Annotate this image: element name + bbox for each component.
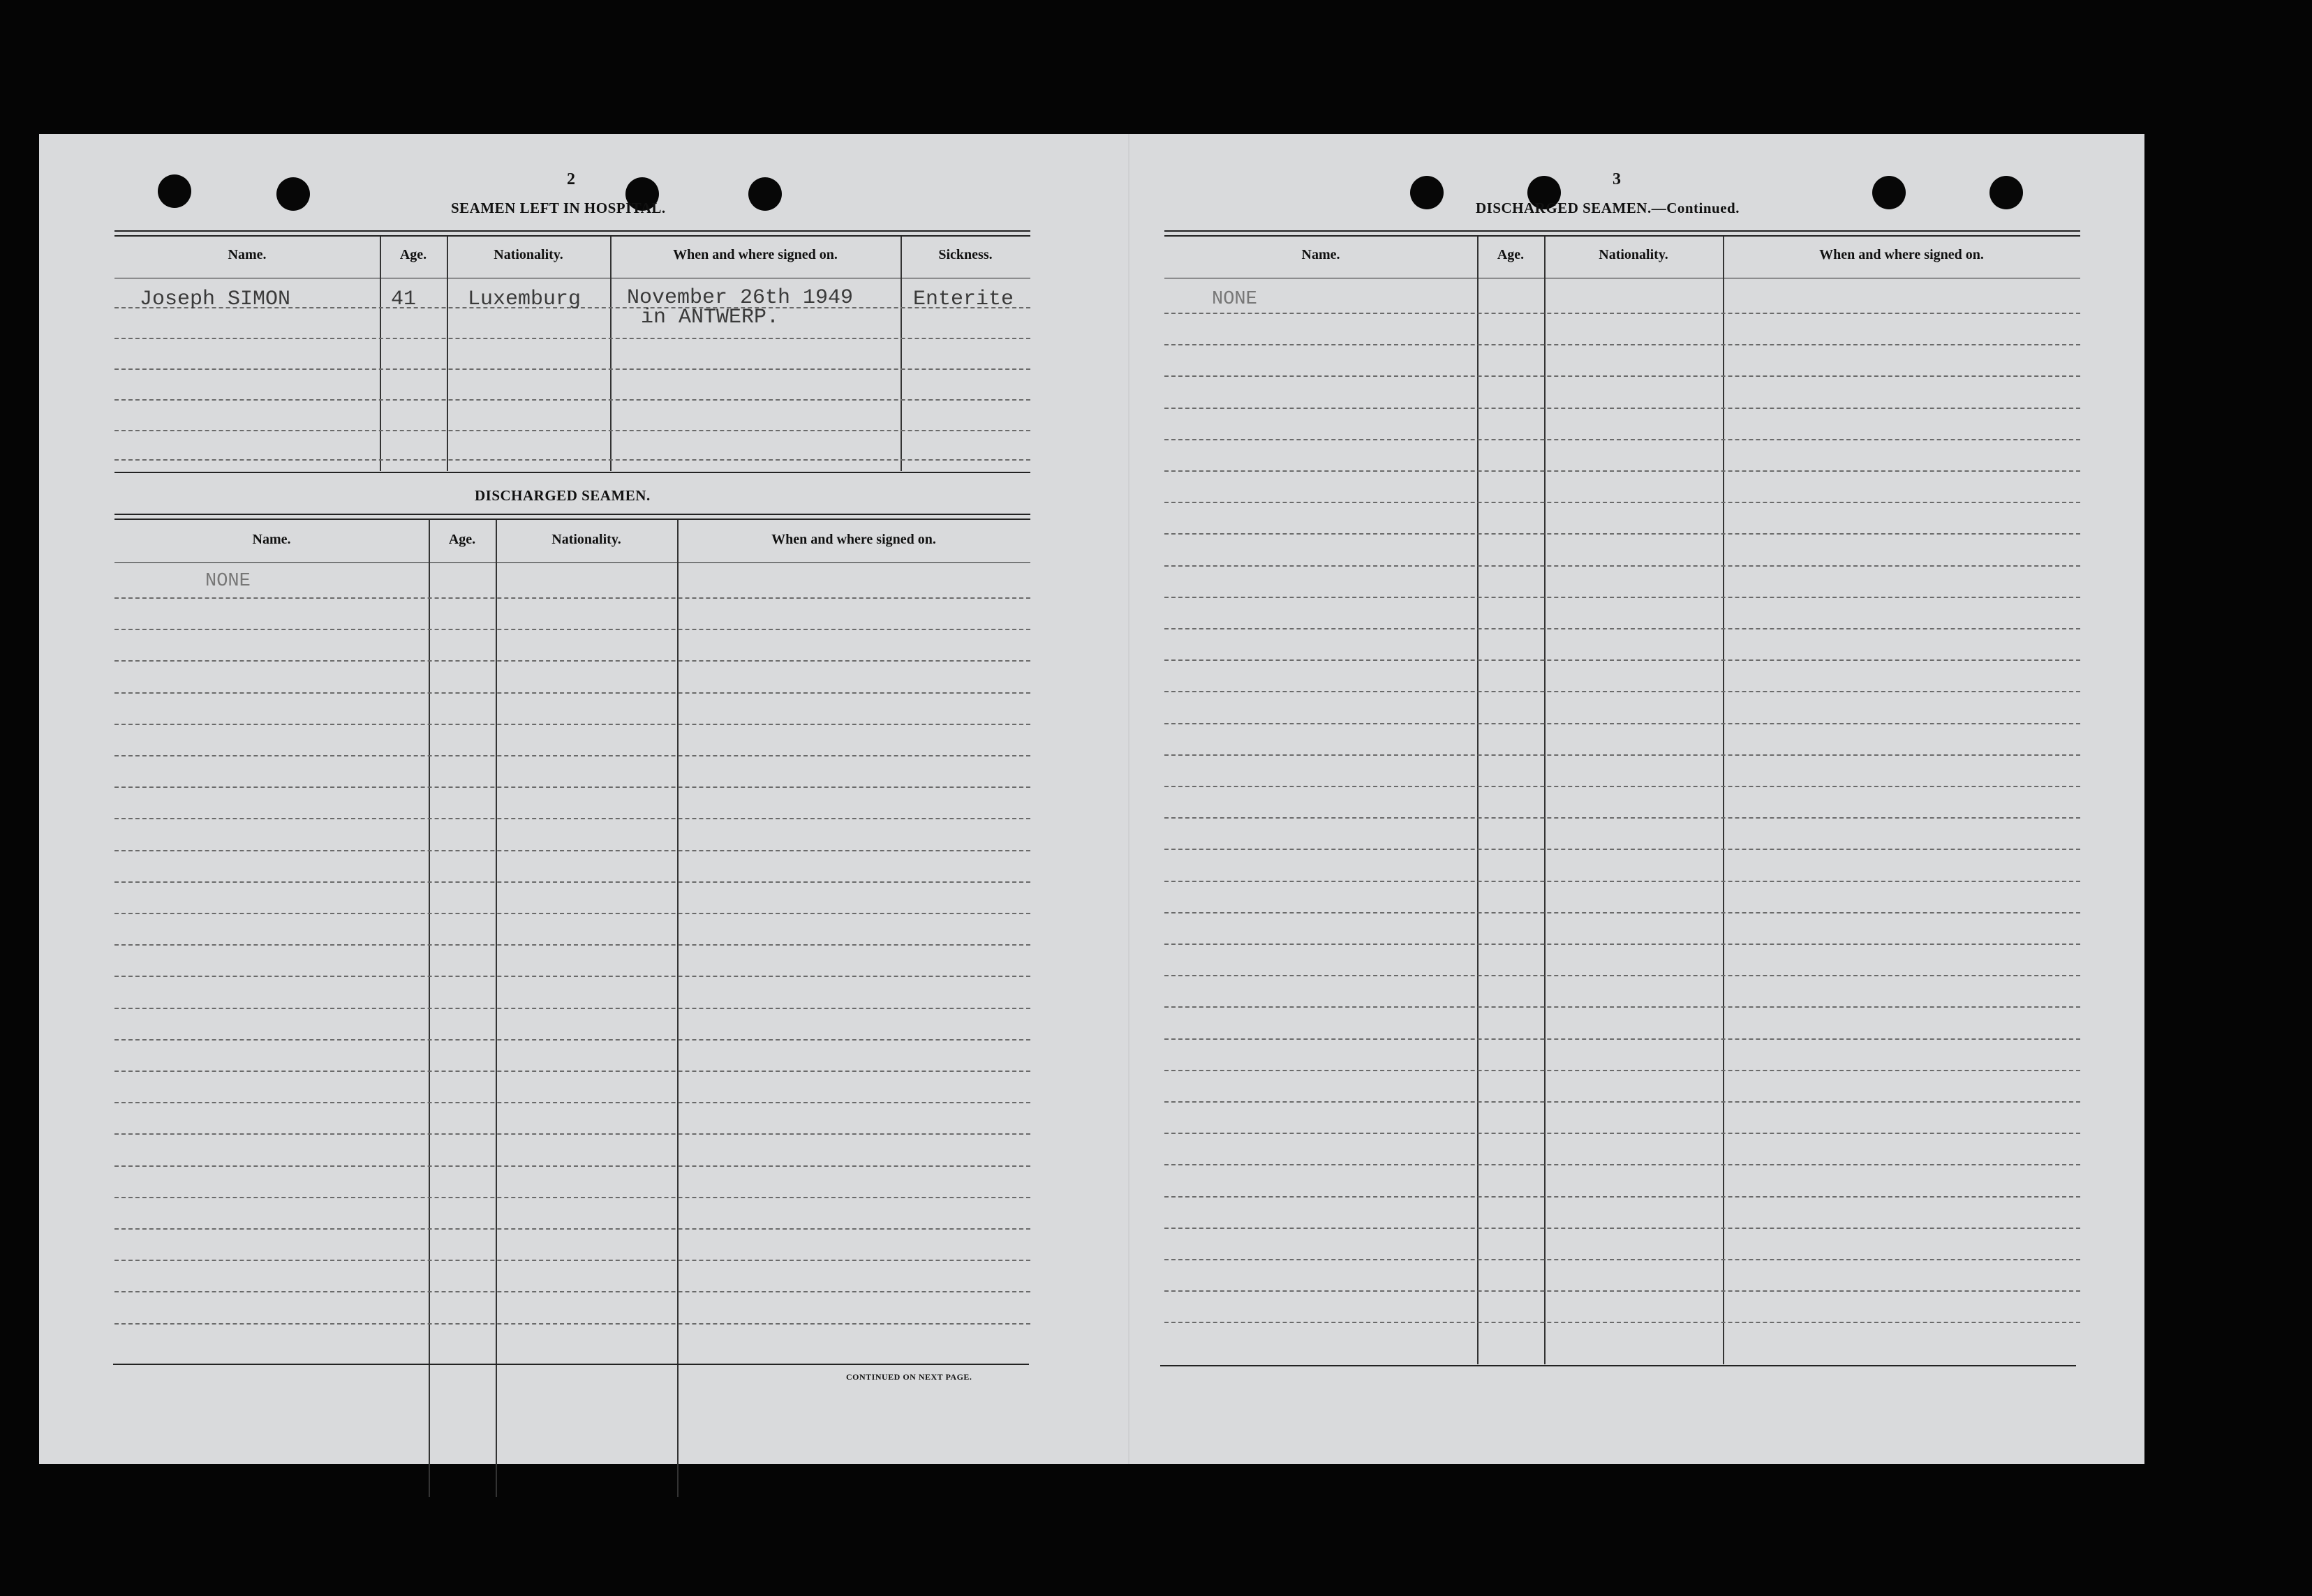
ruled-line <box>1164 565 2080 567</box>
ruled-line <box>1164 470 2080 472</box>
page-number: 2 <box>567 170 575 188</box>
entry-age: 41 <box>391 288 417 311</box>
discharged-continued-title: DISCHARGED SEAMEN.—Continued. <box>1476 200 1740 216</box>
header-signed-on: When and where signed on. <box>1819 247 1984 262</box>
ruled-line <box>1164 1196 2080 1198</box>
ruled-line <box>114 1165 1030 1167</box>
ruled-line <box>1164 817 2080 819</box>
ruled-line <box>114 629 1030 630</box>
ruled-line <box>114 976 1030 977</box>
header-name: Name. <box>1301 247 1340 262</box>
ruled-line <box>1164 502 2080 503</box>
ruled-line <box>114 660 1030 662</box>
ruled-line <box>114 1228 1030 1230</box>
ruled-line <box>1164 786 2080 787</box>
ruled-line <box>114 692 1030 694</box>
ruled-line <box>114 724 1030 725</box>
ruled-line <box>1164 628 2080 629</box>
ruled-line <box>114 818 1030 819</box>
punch-hole <box>748 177 782 211</box>
ruled-line <box>1164 1290 2080 1292</box>
ruled-line <box>114 850 1030 851</box>
ruled-line <box>114 1133 1030 1135</box>
continued-footer: CONTINUED ON NEXT PAGE. <box>846 1372 972 1382</box>
header-nationality: Nationality. <box>494 247 563 262</box>
ruled-line <box>114 1197 1030 1198</box>
ruled-line <box>1164 944 2080 945</box>
punch-hole <box>1410 176 1444 209</box>
entry-name: Joseph SIMON <box>140 288 291 311</box>
page-fold <box>1128 134 1129 1464</box>
page-number: 3 <box>1613 170 1621 188</box>
header-nationality: Nationality. <box>551 532 621 547</box>
ruled-line <box>1164 313 2080 314</box>
ruled-line <box>114 1071 1030 1072</box>
document-sheet <box>39 134 2144 1464</box>
ruled-line <box>1164 1322 2080 1323</box>
ruled-line <box>1164 1006 2080 1008</box>
ruled-line <box>114 1260 1030 1261</box>
discharged-entry-name: NONE <box>1212 289 1257 310</box>
discharged-entry-name: NONE <box>205 571 251 592</box>
ruled-line <box>114 1008 1030 1009</box>
ruled-line <box>1164 408 2080 409</box>
ruled-line <box>1164 659 2080 661</box>
ruled-line <box>114 1291 1030 1292</box>
punch-hole <box>276 177 310 211</box>
ruled-line <box>114 786 1030 788</box>
header-age: Age. <box>399 247 427 262</box>
ruled-line <box>114 913 1030 914</box>
header-signed-on: When and where signed on. <box>771 532 936 547</box>
punch-hole <box>158 174 191 208</box>
discharged-section-title: DISCHARGED SEAMEN. <box>475 487 651 504</box>
ruled-line <box>114 1323 1030 1325</box>
ruled-line <box>114 1102 1030 1103</box>
ruled-line <box>114 881 1030 883</box>
ruled-line <box>1164 597 2080 598</box>
ruled-line <box>1164 1259 2080 1260</box>
entry-signed-on-line2: in ANTWERP. <box>641 306 780 329</box>
header-nationality: Nationality. <box>1599 247 1668 262</box>
ruled-line <box>1164 691 2080 692</box>
ruled-line <box>114 597 1030 599</box>
ruled-line <box>1164 912 2080 913</box>
ruled-line <box>1164 533 2080 535</box>
hospital-section-title: SEAMEN LEFT IN HOSPITAL. <box>451 200 666 216</box>
punch-hole <box>1989 176 2023 209</box>
ruled-line <box>1164 1070 2080 1071</box>
ruled-line <box>114 1039 1030 1041</box>
entry-signed-on-line1: November 26th 1949 <box>627 286 854 310</box>
ruled-line <box>1164 849 2080 850</box>
ruled-line <box>1164 1101 2080 1103</box>
ruled-line <box>114 755 1030 756</box>
ruled-line <box>1164 375 2080 377</box>
ruled-line <box>1164 1164 2080 1165</box>
ruled-line <box>1164 344 2080 345</box>
ruled-line <box>1164 754 2080 756</box>
header-name: Name. <box>252 532 291 547</box>
entry-sickness: Enterite <box>913 288 1014 311</box>
punch-hole <box>1872 176 1906 209</box>
header-age: Age. <box>1497 247 1525 262</box>
ruled-line <box>1164 975 2080 976</box>
entry-nationality: Luxemburg <box>468 288 581 311</box>
header-sickness: Sickness. <box>938 247 993 262</box>
ruled-line <box>1164 1133 2080 1134</box>
ruled-line <box>1164 1038 2080 1040</box>
ruled-line <box>1164 1228 2080 1229</box>
ruled-line <box>1164 439 2080 440</box>
ruled-line <box>1164 881 2080 882</box>
header-name: Name. <box>228 247 267 262</box>
ruled-line <box>114 944 1030 946</box>
header-age: Age. <box>448 532 476 547</box>
header-signed-on: When and where signed on. <box>673 247 838 262</box>
ruled-line <box>1164 723 2080 724</box>
